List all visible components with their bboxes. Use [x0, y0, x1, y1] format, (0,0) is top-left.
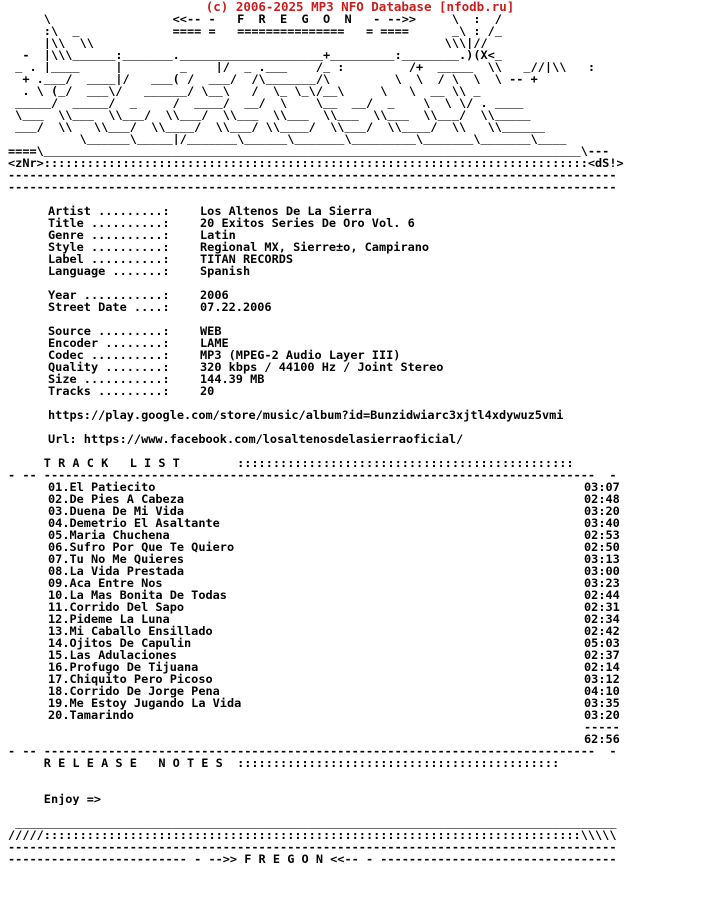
store-url[interactable]: https://play.google.com/store/music/album?id=Bunzidwiarc3xjtl4xdywuz5vmi	[48, 408, 564, 422]
track-title: 04.Demetrio El Asaltante	[48, 516, 220, 530]
track-title: 06.Sufro Por Que Te Quiero	[48, 540, 235, 554]
footer-line: ____________________________________________________________________________________	[8, 817, 617, 829]
track-title: 08.La Vida Prestada	[48, 564, 185, 578]
track-duration: 03:20	[584, 504, 620, 518]
facebook-url[interactable]: Url: https://www.facebook.com/losaltenosdelasierraoficial/	[48, 432, 464, 446]
info-row-value: TITAN RECORDS	[200, 252, 294, 266]
tech-row-value: 144.39 MB	[200, 372, 265, 386]
tech-row-label: Encoder ........:	[48, 336, 170, 350]
tech-row-label: Size ...........:	[48, 372, 170, 386]
art-line: . \ (_/ ___\/ ______/ \__\ / \_ \_\/__\ \ \ __ \\ _	[8, 85, 481, 97]
info-row-label: Language .......:	[48, 264, 170, 278]
ascii-footer	[8, 817, 624, 865]
tracklist-heading: T R A C K L I S T :::::::::::::::::::::::::::::::::::::::::::::::	[8, 457, 574, 469]
tech-row-value: 320 kbps / 44100 Hz / Joint Stereo	[200, 360, 444, 374]
track-title: 12.Pideme La Luna	[48, 612, 170, 626]
track-duration: 03:13	[584, 552, 620, 566]
footer-line: /////:::::::::::::::::::::::::::::::::::::::::::::::::::::::::::::::::::::::::::\\\\\	[8, 829, 617, 841]
total-rule: -----	[584, 720, 620, 734]
track-duration: 02:34	[584, 612, 620, 626]
art-line: - |\\\______:_______.____________________+_________:________.)(X<_	[8, 49, 502, 61]
art-line: \___ \\___ \\___/ \\___/ \\___ \\___ \\___ \\___ \\___/ \\_____	[8, 109, 531, 121]
track-duration: 02:14	[584, 660, 620, 674]
tech-row-label: Quality ........:	[48, 360, 170, 374]
track-title: 07.Tu No Me Quieres	[48, 552, 185, 566]
track-title: 03.Duena De Mi Vida	[48, 504, 185, 518]
track-duration: 02:44	[584, 588, 620, 602]
track-title: 16.Profugo De Tijuana	[48, 660, 199, 674]
info-row-value: Spanish	[200, 264, 251, 278]
track-duration: 03:12	[584, 672, 620, 686]
art-line: -------------------------------------------------------------------------------------	[8, 181, 617, 193]
info-row-label: Title ..........:	[48, 216, 170, 230]
track-duration: 02:50	[584, 540, 620, 554]
track-duration: 03:00	[584, 564, 620, 578]
track-title: 02.De Pies A Cabeza	[48, 492, 185, 506]
date-row-value: 2006	[200, 288, 229, 302]
track-title: 10.La Mas Bonita De Todas	[48, 588, 227, 602]
tech-row-value: LAME	[200, 336, 229, 350]
site-header[interactable]: (c) 2006-2025 MP3 NFO Database [nfodb.ru]	[205, 0, 515, 14]
track-duration: 02:31	[584, 600, 620, 614]
track-title: 14.Ojitos De Capulin	[48, 636, 192, 650]
track-title: 11.Corrido Del Sapo	[48, 600, 185, 614]
track-duration: 03:07	[584, 480, 620, 494]
release-notes-text: Enjoy =>	[8, 793, 102, 805]
tech-row-value: 20	[200, 384, 215, 398]
track-title: 15.Las Adulaciones	[48, 648, 177, 662]
track-duration: 03:23	[584, 576, 620, 590]
track-duration: 05:03	[584, 636, 620, 650]
footer-line: -------------------------------------------------------------------------------------	[8, 841, 617, 853]
art-line: <zNr>::::::::::::::::::::::::::::::::::::::::::::::::::::::::::::::::::::::::::::<dS!>	[8, 157, 624, 169]
track-duration: 02:42	[584, 624, 620, 638]
track-title: 05.Maria Chuchena	[48, 528, 170, 542]
track-duration: 03:35	[584, 696, 620, 710]
track-title: 13.Mi Caballo Ensillado	[48, 624, 213, 638]
info-row-label: Style ..........:	[48, 240, 170, 254]
ascii-art-logo	[8, 13, 624, 193]
date-row-label: Year ...........:	[48, 288, 170, 302]
track-duration: 03:40	[584, 516, 620, 530]
divider: - -- ----------------------------------------------------------------------------- -	[8, 469, 617, 481]
track-duration: 02:53	[584, 528, 620, 542]
track-title: 20.Tamarindo	[48, 708, 134, 722]
divider: - -- ----------------------------------------------------------------------------- -	[8, 745, 617, 757]
track-title: 17.Chiquito Pero Picoso	[48, 672, 213, 686]
art-line: _ . |____ | _ |/ _ .___ /_ : /+ _____ \\ _//|\\ :	[8, 61, 596, 73]
album-info	[8, 205, 624, 277]
tech-row-value: WEB	[200, 324, 222, 338]
info-row-value: Latin	[200, 228, 236, 242]
tech-row-label: Tracks .........:	[48, 384, 170, 398]
art-line: ====\___________________________________________________________________________\---	[8, 145, 610, 157]
track-title: 19.Me Estoy Jugando La Vida	[48, 696, 242, 710]
track-duration: 03:20	[584, 708, 620, 722]
track-title: 18.Corrido De Jorge Pena	[48, 684, 220, 698]
track-list	[8, 481, 624, 721]
info-row-value: 20 Exitos Series De Oro Vol. 6	[200, 216, 415, 230]
tech-row	[8, 385, 624, 397]
track-duration: 02:37	[584, 648, 620, 662]
date-row-value: 07.22.2006	[200, 300, 272, 314]
art-line: _____/ _____/ _ / ____/ __/ \ \__ __/ _ \ \ \/ . ____	[8, 97, 524, 109]
track-duration: 04:10	[584, 684, 620, 698]
date-row-label: Street Date ....:	[48, 300, 170, 314]
info-row-value: Los Altenos De La Sierra	[200, 204, 372, 218]
art-line: -------------------------------------------------------------------------------------	[8, 169, 617, 181]
release-notes-heading: R E L E A S E N O T E S :::::::::::::::::::::::::::::::::::::::::::::	[8, 757, 560, 769]
info-row-label: Genre ..........:	[48, 228, 170, 242]
art-line: \ <<-- - F R E G O N - -->> \ : /	[8, 13, 502, 25]
technical-info	[8, 325, 624, 397]
tech-row-label: Codec ..........:	[48, 348, 170, 362]
art-line: |\\ \\ \\\|//	[8, 37, 488, 49]
info-row-value: Regional MX, Sierre±o, Campirano	[200, 240, 430, 254]
art-line: + .___/ ____|/ ___( / ___/ /\_______/\ \ \ / \ \ \ -- +	[8, 73, 538, 85]
total-duration: 62:56	[584, 732, 620, 746]
nfo-text	[8, 13, 624, 865]
footer-line: ------------------------- - -->> F R E G O N <<-- - ---------------------------------	[8, 853, 617, 865]
art-line: \______\_____|/_______\______\_______\_________\_______\_______\____	[8, 133, 567, 145]
info-row-label: Label ..........:	[48, 252, 170, 266]
track-title: 01.El Patiecito	[48, 480, 156, 494]
track-row	[8, 709, 624, 721]
release-dates	[8, 289, 624, 313]
track-title: 09.Aca Entre Nos	[48, 576, 163, 590]
tech-row-value: MP3 (MPEG-2 Audio Layer III)	[200, 348, 401, 362]
tech-row-label: Source .........:	[48, 324, 170, 338]
date-row	[8, 301, 624, 313]
info-row	[8, 265, 624, 277]
track-duration: 02:48	[584, 492, 620, 506]
art-line: ___/ \\ \\___/ \\____/ \\___/ \\____/ \\___/ \\____/ \\ \\______	[8, 121, 545, 133]
info-row-label: Artist .........:	[48, 204, 170, 218]
art-line: :\ _ ==== = =============== = ==== _\ : /_	[8, 25, 502, 37]
